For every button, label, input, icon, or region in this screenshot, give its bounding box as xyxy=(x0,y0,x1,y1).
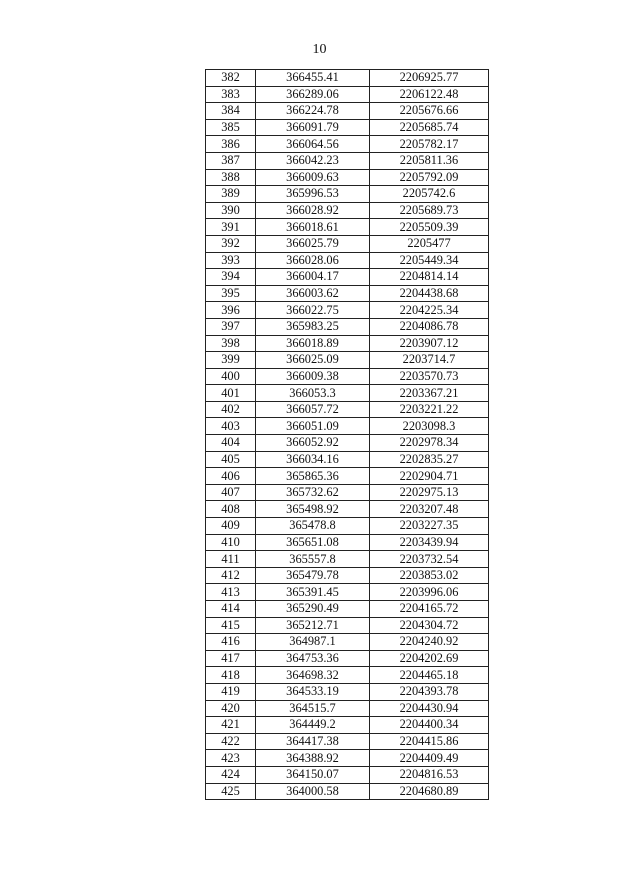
y-coordinate-cell: 2204816.53 xyxy=(370,766,489,783)
table-row xyxy=(206,252,489,269)
table-row xyxy=(206,335,489,352)
table-row xyxy=(206,733,489,750)
x-coordinate-cell: 365983.25 xyxy=(256,318,370,335)
y-coordinate-cell: 2205811.36 xyxy=(370,152,489,169)
table-row xyxy=(206,235,489,252)
x-coordinate-cell: 366091.79 xyxy=(256,119,370,136)
table-row xyxy=(206,202,489,219)
y-coordinate-cell: 2204240.92 xyxy=(370,634,489,651)
x-coordinate-cell: 366053.3 xyxy=(256,385,370,402)
y-coordinate-cell: 2204202.69 xyxy=(370,650,489,667)
y-coordinate-cell: 2204430.94 xyxy=(370,700,489,717)
table-row xyxy=(206,551,489,568)
table-row xyxy=(206,368,489,385)
point-number-cell: 414 xyxy=(206,601,256,618)
table-row xyxy=(206,219,489,236)
point-number-cell: 412 xyxy=(206,567,256,584)
y-coordinate-cell: 2204393.78 xyxy=(370,683,489,700)
y-coordinate-cell: 2204465.18 xyxy=(370,667,489,684)
x-coordinate-cell: 366004.17 xyxy=(256,269,370,286)
y-coordinate-cell: 2204415.86 xyxy=(370,733,489,750)
point-number-cell: 392 xyxy=(206,235,256,252)
y-coordinate-cell: 2205782.17 xyxy=(370,136,489,153)
point-number-cell: 384 xyxy=(206,103,256,120)
table-row xyxy=(206,683,489,700)
point-number-cell: 401 xyxy=(206,385,256,402)
x-coordinate-cell: 364515.7 xyxy=(256,700,370,717)
point-number-cell: 411 xyxy=(206,551,256,568)
table-row xyxy=(206,269,489,286)
point-number-cell: 382 xyxy=(206,70,256,87)
x-coordinate-cell: 364000.58 xyxy=(256,783,370,800)
table-row xyxy=(206,103,489,120)
x-coordinate-cell: 365996.53 xyxy=(256,186,370,203)
x-coordinate-cell: 365478.8 xyxy=(256,518,370,535)
x-coordinate-cell: 366009.63 xyxy=(256,169,370,186)
x-coordinate-cell: 366028.92 xyxy=(256,202,370,219)
y-coordinate-cell: 2205477 xyxy=(370,235,489,252)
table-row xyxy=(206,352,489,369)
table-row xyxy=(206,717,489,734)
table-row xyxy=(206,601,489,618)
x-coordinate-cell: 365557.8 xyxy=(256,551,370,568)
table-row xyxy=(206,451,489,468)
point-number-cell: 399 xyxy=(206,352,256,369)
x-coordinate-cell: 365865.36 xyxy=(256,468,370,485)
table-row xyxy=(206,70,489,87)
x-coordinate-cell: 364150.07 xyxy=(256,766,370,783)
table-row xyxy=(206,186,489,203)
table-row xyxy=(206,617,489,634)
table-row xyxy=(206,484,489,501)
y-coordinate-cell: 2204225.34 xyxy=(370,302,489,319)
y-coordinate-cell: 2206122.48 xyxy=(370,86,489,103)
point-number-cell: 409 xyxy=(206,518,256,535)
point-number-cell: 419 xyxy=(206,683,256,700)
point-number-cell: 420 xyxy=(206,700,256,717)
y-coordinate-cell: 2204680.89 xyxy=(370,783,489,800)
point-number-cell: 403 xyxy=(206,418,256,435)
y-coordinate-cell: 2205792.09 xyxy=(370,169,489,186)
point-number-cell: 393 xyxy=(206,252,256,269)
x-coordinate-cell: 366051.09 xyxy=(256,418,370,435)
y-coordinate-cell: 2204165.72 xyxy=(370,601,489,618)
table-row xyxy=(206,385,489,402)
y-coordinate-cell: 2203367.21 xyxy=(370,385,489,402)
x-coordinate-cell: 364417.38 xyxy=(256,733,370,750)
table-row xyxy=(206,667,489,684)
point-number-cell: 413 xyxy=(206,584,256,601)
x-coordinate-cell: 364449.2 xyxy=(256,717,370,734)
x-coordinate-cell: 366052.92 xyxy=(256,435,370,452)
y-coordinate-cell: 2204438.68 xyxy=(370,285,489,302)
x-coordinate-cell: 366028.06 xyxy=(256,252,370,269)
y-coordinate-cell: 2203227.35 xyxy=(370,518,489,535)
y-coordinate-cell: 2204304.72 xyxy=(370,617,489,634)
point-number-cell: 395 xyxy=(206,285,256,302)
x-coordinate-cell: 365212.71 xyxy=(256,617,370,634)
point-number-cell: 410 xyxy=(206,534,256,551)
y-coordinate-cell: 2203853.02 xyxy=(370,567,489,584)
y-coordinate-cell: 2203996.06 xyxy=(370,584,489,601)
point-number-cell: 386 xyxy=(206,136,256,153)
table-row xyxy=(206,567,489,584)
y-coordinate-cell: 2202835.27 xyxy=(370,451,489,468)
x-coordinate-cell: 366289.06 xyxy=(256,86,370,103)
x-coordinate-cell: 366018.89 xyxy=(256,335,370,352)
table-row xyxy=(206,750,489,767)
point-number-cell: 424 xyxy=(206,766,256,783)
table-row xyxy=(206,468,489,485)
x-coordinate-cell: 366009.38 xyxy=(256,368,370,385)
point-number-cell: 422 xyxy=(206,733,256,750)
y-coordinate-cell: 2203221.22 xyxy=(370,401,489,418)
y-coordinate-cell: 2205509.39 xyxy=(370,219,489,236)
x-coordinate-cell: 364388.92 xyxy=(256,750,370,767)
table-row xyxy=(206,518,489,535)
table-row xyxy=(206,634,489,651)
point-number-cell: 383 xyxy=(206,86,256,103)
point-number-cell: 396 xyxy=(206,302,256,319)
x-coordinate-cell: 364698.32 xyxy=(256,667,370,684)
table-row xyxy=(206,783,489,800)
table-row xyxy=(206,534,489,551)
y-coordinate-cell: 2206925.77 xyxy=(370,70,489,87)
y-coordinate-cell: 2204814.14 xyxy=(370,269,489,286)
table-row xyxy=(206,435,489,452)
point-number-cell: 387 xyxy=(206,152,256,169)
point-number-cell: 408 xyxy=(206,501,256,518)
coordinates-table xyxy=(205,69,489,800)
x-coordinate-cell: 366025.79 xyxy=(256,235,370,252)
point-number-cell: 417 xyxy=(206,650,256,667)
y-coordinate-cell: 2203570.73 xyxy=(370,368,489,385)
table-row xyxy=(206,169,489,186)
x-coordinate-cell: 365732.62 xyxy=(256,484,370,501)
point-number-cell: 391 xyxy=(206,219,256,236)
y-coordinate-cell: 2204400.34 xyxy=(370,717,489,734)
table-row xyxy=(206,418,489,435)
x-coordinate-cell: 364753.36 xyxy=(256,650,370,667)
table-row xyxy=(206,285,489,302)
y-coordinate-cell: 2203732.54 xyxy=(370,551,489,568)
y-coordinate-cell: 2204409.49 xyxy=(370,750,489,767)
table-row xyxy=(206,152,489,169)
x-coordinate-cell: 365498.92 xyxy=(256,501,370,518)
y-coordinate-cell: 2202904.71 xyxy=(370,468,489,485)
y-coordinate-cell: 2203098.3 xyxy=(370,418,489,435)
y-coordinate-cell: 2205449.34 xyxy=(370,252,489,269)
point-number-cell: 394 xyxy=(206,269,256,286)
x-coordinate-cell: 366042.23 xyxy=(256,152,370,169)
x-coordinate-cell: 366003.62 xyxy=(256,285,370,302)
table-row xyxy=(206,302,489,319)
x-coordinate-cell: 366455.41 xyxy=(256,70,370,87)
x-coordinate-cell: 365651.08 xyxy=(256,534,370,551)
point-number-cell: 400 xyxy=(206,368,256,385)
x-coordinate-cell: 366025.09 xyxy=(256,352,370,369)
point-number-cell: 416 xyxy=(206,634,256,651)
coordinates-table-body xyxy=(206,70,489,800)
y-coordinate-cell: 2203907.12 xyxy=(370,335,489,352)
y-coordinate-cell: 2203207.48 xyxy=(370,501,489,518)
point-number-cell: 407 xyxy=(206,484,256,501)
x-coordinate-cell: 365479.78 xyxy=(256,567,370,584)
x-coordinate-cell: 366022.75 xyxy=(256,302,370,319)
y-coordinate-cell: 2205676.66 xyxy=(370,103,489,120)
point-number-cell: 388 xyxy=(206,169,256,186)
x-coordinate-cell: 366018.61 xyxy=(256,219,370,236)
point-number-cell: 421 xyxy=(206,717,256,734)
point-number-cell: 389 xyxy=(206,186,256,203)
x-coordinate-cell: 366064.56 xyxy=(256,136,370,153)
x-coordinate-cell: 365290.49 xyxy=(256,601,370,618)
x-coordinate-cell: 366224.78 xyxy=(256,103,370,120)
table-row xyxy=(206,766,489,783)
point-number-cell: 415 xyxy=(206,617,256,634)
point-number-cell: 418 xyxy=(206,667,256,684)
table-row xyxy=(206,584,489,601)
y-coordinate-cell: 2203439.94 xyxy=(370,534,489,551)
point-number-cell: 406 xyxy=(206,468,256,485)
x-coordinate-cell: 366034.16 xyxy=(256,451,370,468)
point-number-cell: 404 xyxy=(206,435,256,452)
table-row xyxy=(206,119,489,136)
y-coordinate-cell: 2202975.13 xyxy=(370,484,489,501)
point-number-cell: 390 xyxy=(206,202,256,219)
table-row xyxy=(206,136,489,153)
y-coordinate-cell: 2204086.78 xyxy=(370,318,489,335)
y-coordinate-cell: 2205689.73 xyxy=(370,202,489,219)
table-row xyxy=(206,401,489,418)
y-coordinate-cell: 2202978.34 xyxy=(370,435,489,452)
point-number-cell: 402 xyxy=(206,401,256,418)
x-coordinate-cell: 364987.1 xyxy=(256,634,370,651)
point-number-cell: 425 xyxy=(206,783,256,800)
y-coordinate-cell: 2203714.7 xyxy=(370,352,489,369)
table-row xyxy=(206,86,489,103)
table-row xyxy=(206,700,489,717)
y-coordinate-cell: 2205685.74 xyxy=(370,119,489,136)
point-number-cell: 405 xyxy=(206,451,256,468)
point-number-cell: 397 xyxy=(206,318,256,335)
point-number-cell: 398 xyxy=(206,335,256,352)
table-row xyxy=(206,318,489,335)
point-number-cell: 423 xyxy=(206,750,256,767)
x-coordinate-cell: 365391.45 xyxy=(256,584,370,601)
page-number: 10 xyxy=(312,42,327,57)
x-coordinate-cell: 366057.72 xyxy=(256,401,370,418)
point-number-cell: 385 xyxy=(206,119,256,136)
table-row xyxy=(206,650,489,667)
table-row xyxy=(206,501,489,518)
y-coordinate-cell: 2205742.6 xyxy=(370,186,489,203)
x-coordinate-cell: 364533.19 xyxy=(256,683,370,700)
